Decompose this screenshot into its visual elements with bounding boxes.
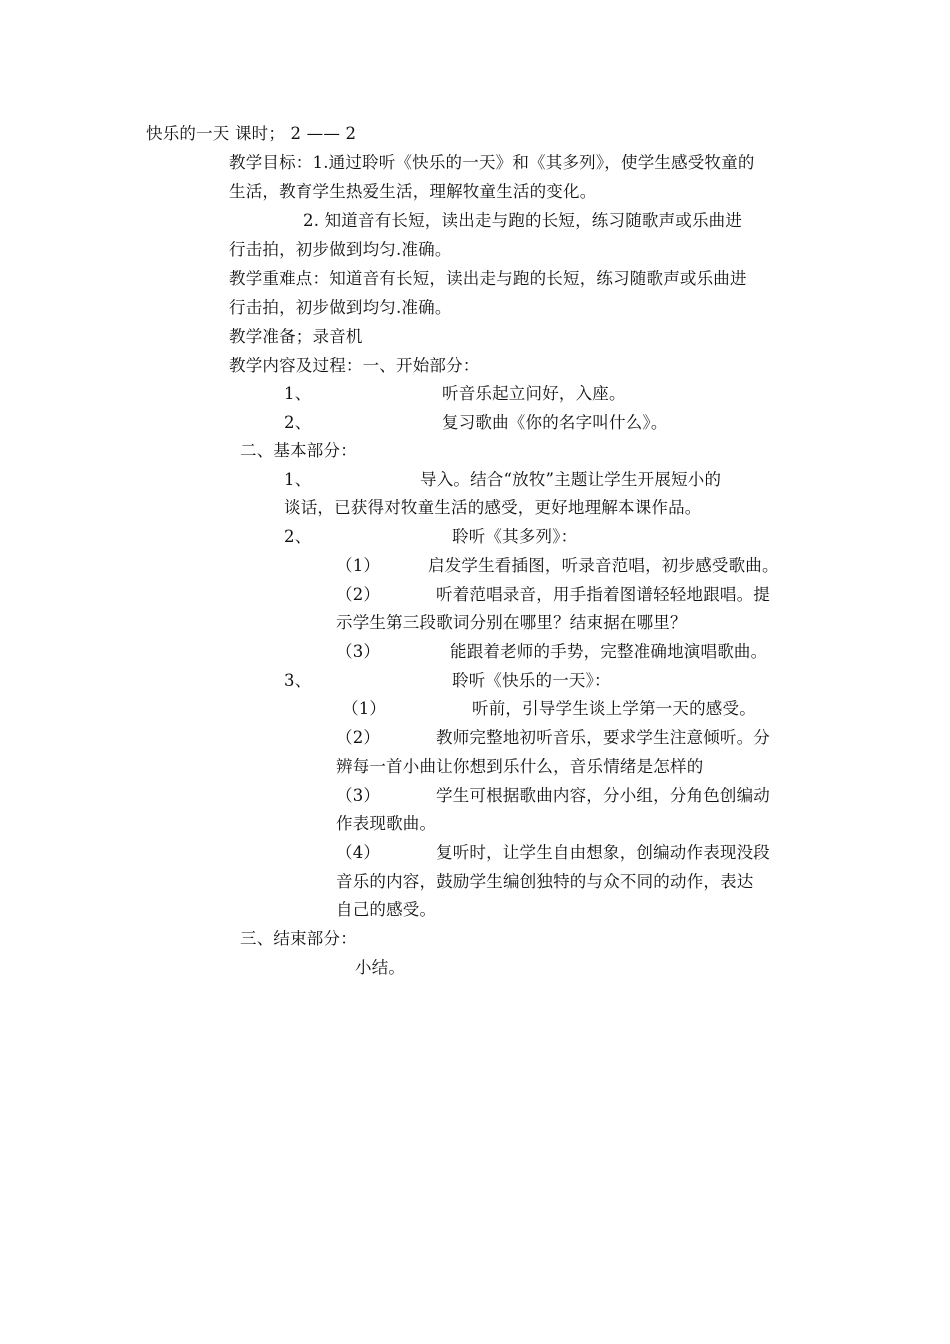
part2-heading: 二、基本部分： — [240, 441, 357, 460]
part2-item-2-number: 2、 — [284, 527, 312, 546]
part1-item-2-number: 2、 — [284, 413, 312, 432]
part3-heading: 三、结束部分： — [240, 929, 357, 948]
part2-item-1-text: 导入。结合“放牧”主题让学生开展短小的 — [420, 470, 722, 489]
key-points-line-1: 教学重难点：知道音有长短，读出走与跑的长短，练习随歌声或乐曲进 — [229, 269, 747, 288]
part2-item-3-sub-2-number: （2） — [336, 728, 381, 747]
preparation-line: 教学准备；录音机 — [229, 327, 363, 346]
part2-item-2-sub-2-continuation: 示学生第三段歌词分别在哪里？结束据在哪里？ — [336, 613, 687, 632]
part1-item-2-text: 复习歌曲《你的名字叫什么》。 — [442, 413, 668, 432]
objectives-item-2-line-2: 行击拍，初步做到均匀.准确。 — [229, 240, 452, 259]
part2-item-3-sub-4-text: 复听时，让学生自由想象，创编动作表现没段 — [436, 843, 770, 862]
part2-item-2-sub-2-number: （2） — [336, 585, 381, 604]
objectives-line-1: 教学目标：1.通过聆听《快乐的一天》和《其多列》，使学生感受牧童的 — [229, 153, 755, 172]
part2-item-2-sub-1-text: 启发学生看插图，听录音范唱，初步感受歌曲。 — [428, 556, 779, 575]
part2-item-2-sub-2-text: 听着范唱录音，用手指着图谱轻轻地跟唱。提 — [436, 585, 770, 604]
part2-item-2-text: 聆听《其多列》： — [452, 527, 578, 546]
objectives-line-2: 生活，教育学生热爱生活，理解牧童生活的变化。 — [229, 182, 597, 201]
part2-item-3-sub-4-continuation-2: 自己的感受。 — [336, 900, 437, 919]
part1-item-1-number: 1、 — [284, 384, 312, 403]
part2-item-1-number: 1、 — [284, 470, 312, 489]
part2-item-3-sub-1-text: 听前，引导学生谈上学第一天的感受。 — [472, 699, 756, 718]
part2-item-3-sub-4-continuation-1: 音乐的内容，鼓励学生编创独特的与众不同的动作，表达 — [336, 872, 754, 891]
part2-item-1-continuation: 谈话，已获得对牧童生活的感受，更好地理解本课作品。 — [284, 498, 702, 517]
part2-item-3-number: 3、 — [284, 671, 312, 690]
part2-item-3-sub-4-number: （4） — [336, 843, 381, 862]
objectives-item-2-line-1: 2. 知道音有长短，读出走与跑的长短，练习随歌声或乐曲进 — [303, 211, 743, 230]
part2-item-3-text: 聆听《快乐的一天》： — [452, 671, 611, 690]
part2-item-3-sub-3-number: （3） — [336, 786, 381, 805]
process-heading: 教学内容及过程：一、开始部分： — [229, 356, 480, 375]
part2-item-2-sub-3-number: （3） — [336, 642, 381, 661]
part1-item-1-text: 听音乐起立问好，入座。 — [442, 384, 626, 403]
part2-item-3-sub-2-text: 教师完整地初听音乐，要求学生注意倾听。分 — [436, 728, 770, 747]
part2-item-3-sub-3-text: 学生可根据歌曲内容，分小组，分角色创编动 — [436, 786, 770, 805]
lesson-title: 快乐的一天 课时； 2 —— 2 — [146, 124, 357, 143]
part3-text: 小结。 — [355, 958, 406, 977]
part2-item-3-sub-2-continuation: 辨每一首小曲让你想到乐什么，音乐情绪是怎样的 — [336, 757, 704, 776]
part2-item-2-sub-3-text: 能跟着老师的手势，完整准确地演唱歌曲。 — [450, 642, 768, 661]
part2-item-2-sub-1-number: （1） — [336, 556, 381, 575]
key-points-line-2: 行击拍，初步做到均匀.准确。 — [229, 298, 452, 317]
part2-item-3-sub-1-number: （1） — [342, 699, 387, 718]
part2-item-3-sub-3-continuation: 作表现歌曲。 — [336, 814, 437, 833]
